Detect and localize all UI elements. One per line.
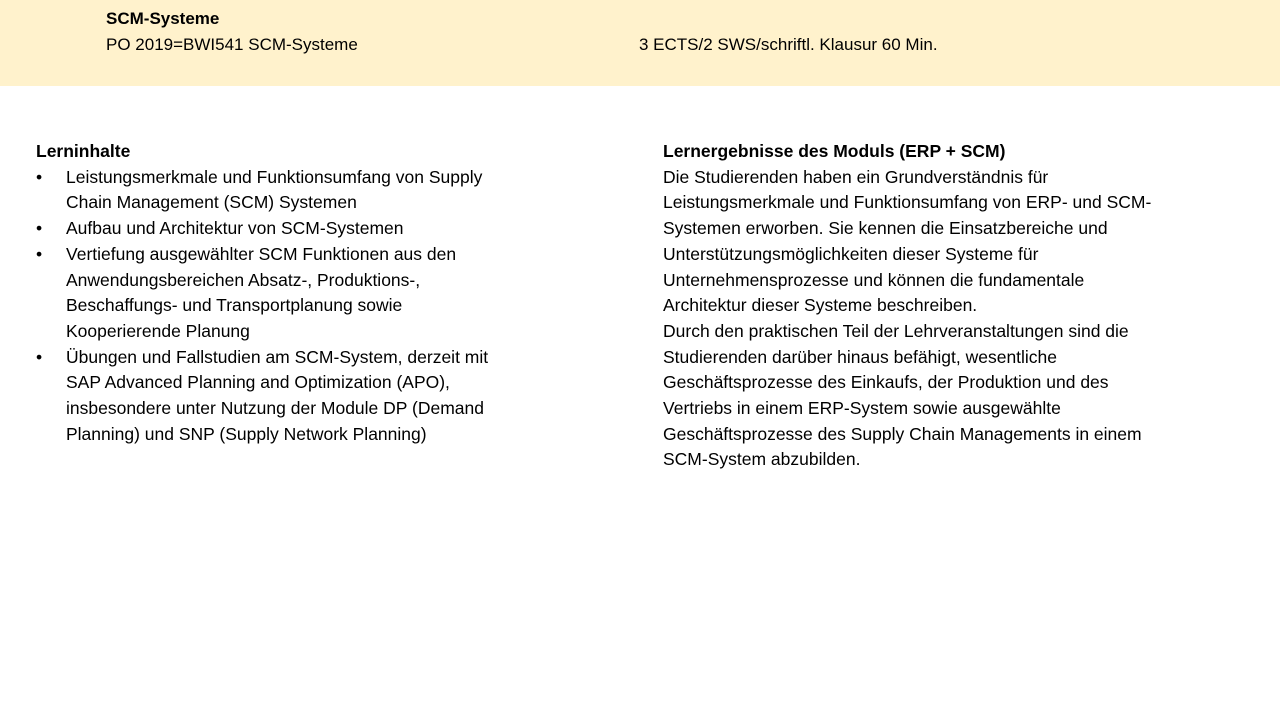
learning-content-item [36,345,541,448]
learning-content-line: insbesondere unter Nutzung der Module DP (Demand [66,398,484,419]
learning-content-list [36,165,541,448]
module-po-code: PO 2019=BWI541 SCM-Systeme [106,35,358,54]
learning-outcomes-line: Systemen erworben. Sie kennen die Einsatzbereiche und [663,218,1108,239]
learning-content-item [36,216,541,242]
learning-content-line: Vertiefung ausgewählter SCM Funktionen aus den [66,243,457,264]
learning-content-line: SAP Advanced Planning and Optimization (APO), [66,372,450,393]
learning-outcomes-line: Vertriebs in einem ERP-System sowie ausgewählte [663,398,1061,419]
bullet-icon: • [36,346,43,367]
learning-outcomes-line: Die Studierenden haben ein Grundverständnis für [663,166,1049,187]
learning-content-line: Planning) und SNP (Supply Network Planning) [66,423,427,444]
learning-outcomes-line: Architektur dieser Systeme beschreiben. [663,295,978,316]
learning-content-line: Aufbau und Architektur von SCM-Systemen [66,218,404,239]
learning-outcomes-line: Unterstützungsmöglichkeiten dieser Systeme für [663,243,1039,264]
learning-content-line: Anwendungsbereichen Absatz-, Produktions-, [66,269,421,290]
learning-content-section [36,139,541,447]
learning-outcomes-line: Geschäftsprozesse des Einkaufs, der Produktion und des [663,372,1109,393]
learning-outcomes-line: Geschäftsprozesse des Supply Chain Managements in einem [663,423,1142,444]
learning-content-line: Beschaffungs- und Transportplanung sowie [66,295,403,316]
module-title: SCM-Systeme [106,9,220,28]
bullet-icon: • [36,243,43,264]
learning-outcomes-line: Leistungsmerkmale und Funktionsumfang von ERP- und SCM- [663,192,1152,213]
learning-outcomes-line: Unternehmensprozesse und können die fundamentale [663,269,1085,290]
learning-content-line: Chain Management (SCM) Systemen [66,192,357,213]
module-credits-info: 3 ECTS/2 SWS/schriftl. Klausur 60 Min. [639,35,938,54]
learning-content-line: Leistungsmerkmale und Funktionsumfang von Supply [66,166,483,187]
header-band [0,0,1280,86]
learning-outcomes-section [663,139,1223,473]
learning-outcomes-line: Durch den praktischen Teil der Lehrveranstaltungen sind die [663,320,1129,341]
learning-outcomes-line: Studierenden darüber hinaus befähigt, wesentliche [663,346,1058,367]
learning-outcomes-text [663,165,1223,473]
learning-content-line: Kooperierende Planung [66,320,250,341]
learning-outcomes-line: SCM-System abzubilden. [663,449,861,470]
learning-content-item [36,165,541,216]
learning-content-item [36,242,541,345]
bullet-icon: • [36,166,43,187]
learning-content-line: Übungen und Fallstudien am SCM-System, derzeit mit [66,346,489,367]
bullet-icon: • [36,218,43,239]
learning-content-heading: Lerninhalte [36,141,131,161]
learning-outcomes-heading: Lernergebnisse des Moduls (ERP + SCM) [663,141,1006,161]
